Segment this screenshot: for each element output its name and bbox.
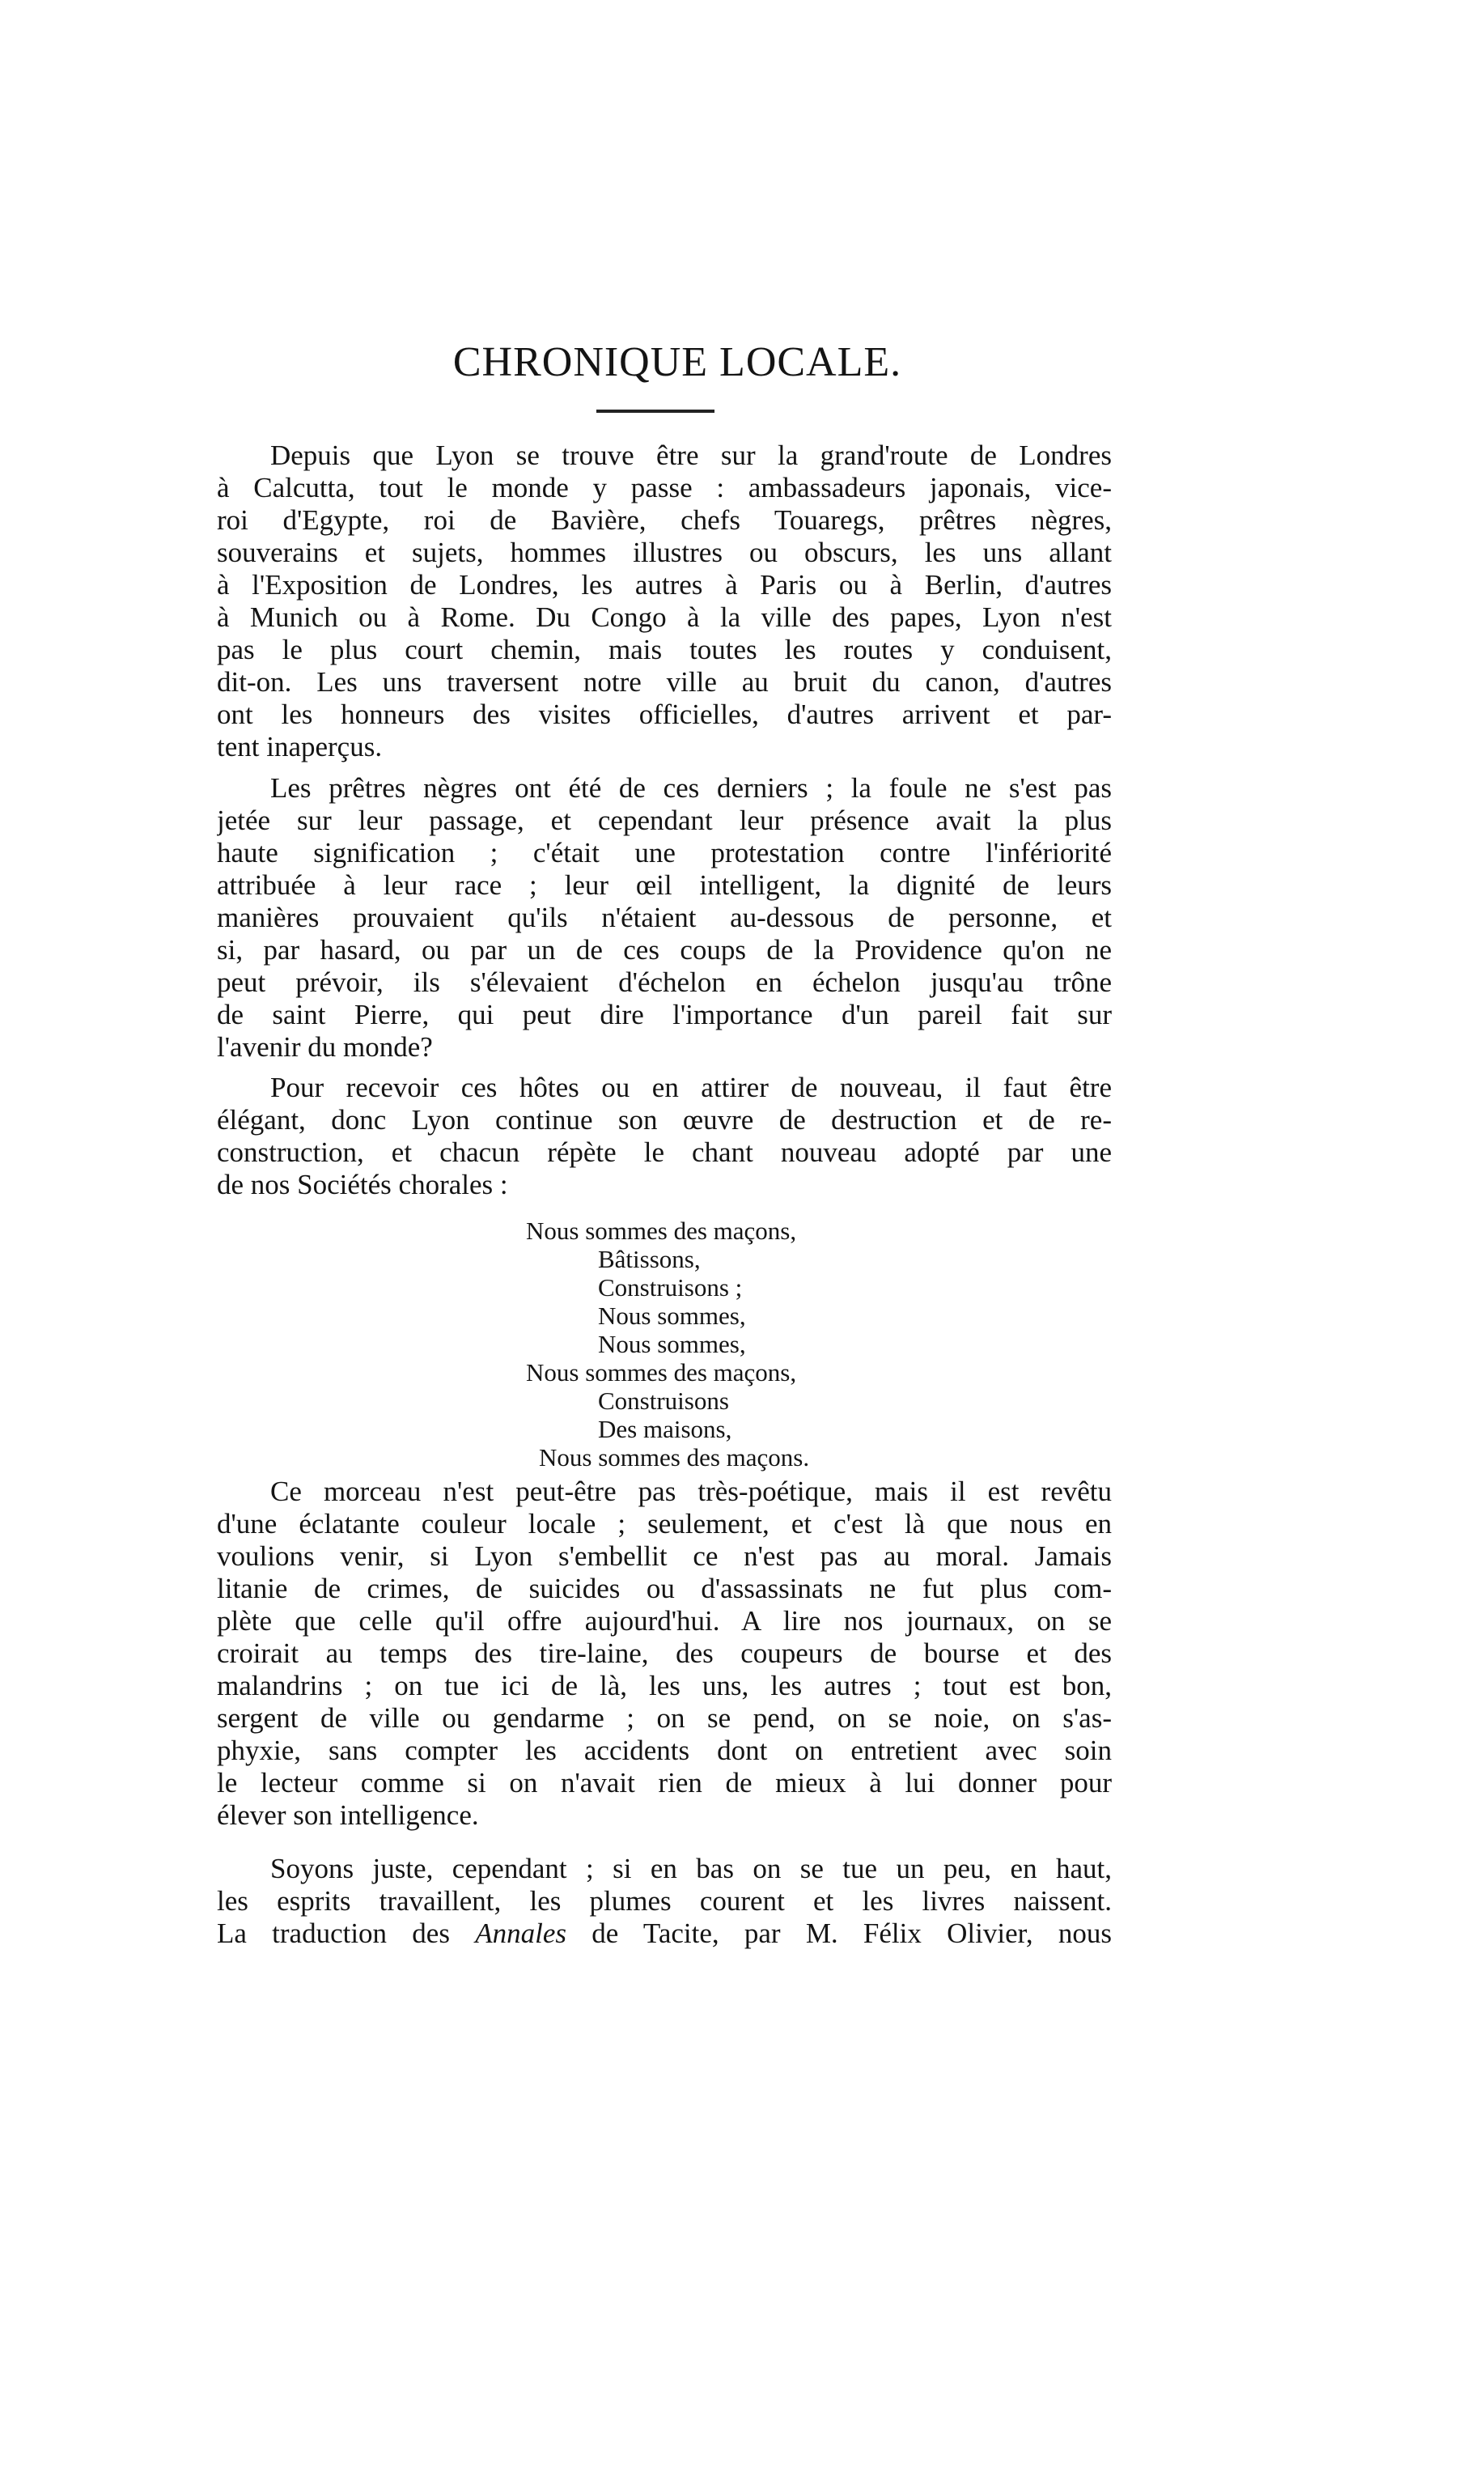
- text-line: à l'Exposition de Londres, les autres à Paris ou à Berlin, d'autres: [217, 569, 1112, 601]
- verse-line: Nous sommes des maçons,: [526, 1217, 797, 1245]
- text-line: élever son intelligence.: [217, 1799, 479, 1831]
- text-line: Les prêtres nègres ont été de ces derniers ; la foule ne s'est pas: [270, 772, 1112, 804]
- title-divider: [596, 410, 714, 413]
- text-line: dit-on. Les uns traversent notre ville au bruit du canon, d'autres: [217, 666, 1112, 698]
- text-fragment: La traduction des: [217, 1918, 476, 1949]
- text-line: malandrins ; on tue ici de là, les uns, les autres ; tout est bon,: [217, 1670, 1112, 1701]
- text-line: roi d'Egypte, roi de Bavière, chefs Touaregs, prêtres nègres,: [217, 504, 1112, 536]
- text-line: le lecteur comme si on n'avait rien de mieux à lui donner pour: [217, 1767, 1112, 1799]
- text-line: Pour recevoir ces hôtes ou en attirer de nouveau, il faut être: [270, 1072, 1112, 1103]
- text-line: sergent de ville ou gendarme ; on se pend, on se noie, on s'as-: [217, 1702, 1112, 1734]
- text-line: plète que celle qu'il offre aujourd'hui. A lire nos journaux, on se: [217, 1605, 1112, 1637]
- paragraph-1: [217, 440, 1112, 763]
- text-line: litanie de crimes, de suicides ou d'assassinats ne fut plus com-: [217, 1573, 1112, 1604]
- text-line: Depuis que Lyon se trouve être sur la grand'route de Londres: [270, 440, 1112, 471]
- paragraph-3: [217, 1072, 1112, 1201]
- text-line: l'avenir du monde?: [217, 1031, 433, 1063]
- text-line: croirait au temps des tire-laine, des coupeurs de bourse et des: [217, 1637, 1112, 1669]
- verse-line: Des maisons,: [598, 1415, 732, 1443]
- text-fragment: de Tacite, par M. Félix Olivier, nous: [566, 1918, 1112, 1949]
- verse-line: Nous sommes des maçons.: [539, 1443, 810, 1472]
- page-title: CHRONIQUE LOCALE.: [452, 339, 902, 385]
- text-line: à Munich ou à Rome. Du Congo à la ville des papes, Lyon n'est: [217, 601, 1112, 633]
- text-line: souverains et sujets, hommes illustres ou obscurs, les uns allant: [217, 537, 1112, 568]
- text-line: les esprits travaillent, les plumes courent et les livres naissent.: [217, 1885, 1112, 1917]
- book-title: Annales: [475, 1918, 566, 1949]
- paragraph-2: [217, 772, 1112, 1064]
- text-line: [217, 1918, 1112, 1950]
- verse-line: Nous sommes,: [598, 1302, 746, 1330]
- text-line: haute signification ; c'était une protestation contre l'infériorité: [217, 837, 1112, 869]
- paragraph-5: [217, 1853, 1112, 1950]
- text-line: jetée sur leur passage, et cependant leur présence avait la plus: [217, 805, 1112, 836]
- song-verse: [526, 1217, 809, 1472]
- text-line: d'une éclatante couleur locale ; seulement, et c'est là que nous en: [217, 1508, 1112, 1540]
- verse-line: Nous sommes,: [598, 1330, 746, 1358]
- text-line: construction, et chacun répète le chant nouveau adopté par une: [217, 1136, 1112, 1168]
- text-line: de saint Pierre, qui peut dire l'importance d'un pareil fait sur: [217, 999, 1112, 1030]
- paragraph-4: [217, 1476, 1112, 1832]
- text-line: attribuée à leur race ; leur œil intelligent, la dignité de leurs: [217, 869, 1112, 901]
- text-line: peut prévoir, ils s'élevaient d'échelon en échelon jusqu'au trône: [217, 966, 1112, 998]
- text-line: pas le plus court chemin, mais toutes les routes y conduisent,: [217, 634, 1112, 665]
- text-line: Soyons juste, cependant ; si en bas on se tue un peu, en haut,: [270, 1853, 1112, 1884]
- text-line: si, par hasard, ou par un de ces coups de la Providence qu'on ne: [217, 934, 1112, 966]
- text-line: à Calcutta, tout le monde y passe : ambassadeurs japonais, vice-: [217, 472, 1112, 503]
- verse-line: Bâtissons,: [598, 1245, 701, 1273]
- text-line: de nos Sociétés chorales :: [217, 1169, 508, 1200]
- text-line: Ce morceau n'est peut-être pas très-poétique, mais il est revêtu: [270, 1476, 1112, 1507]
- verse-line: Nous sommes des maçons,: [526, 1358, 797, 1387]
- text-line: manières prouvaient qu'ils n'étaient au-dessous de personne, et: [217, 902, 1112, 933]
- verse-line: Construisons ;: [598, 1273, 743, 1302]
- text-line: voulions venir, si Lyon s'embellit ce n'est pas au moral. Jamais: [217, 1540, 1112, 1572]
- text-line: phyxie, sans compter les accidents dont on entretient avec soin: [217, 1735, 1112, 1766]
- text-line: ont les honneurs des visites officielles, d'autres arrivent et par-: [217, 699, 1112, 730]
- text-line: élégant, donc Lyon continue son œuvre de destruction et de re-: [217, 1104, 1112, 1136]
- text-line: tent inaperçus.: [217, 731, 383, 762]
- verse-line: Construisons: [598, 1387, 729, 1415]
